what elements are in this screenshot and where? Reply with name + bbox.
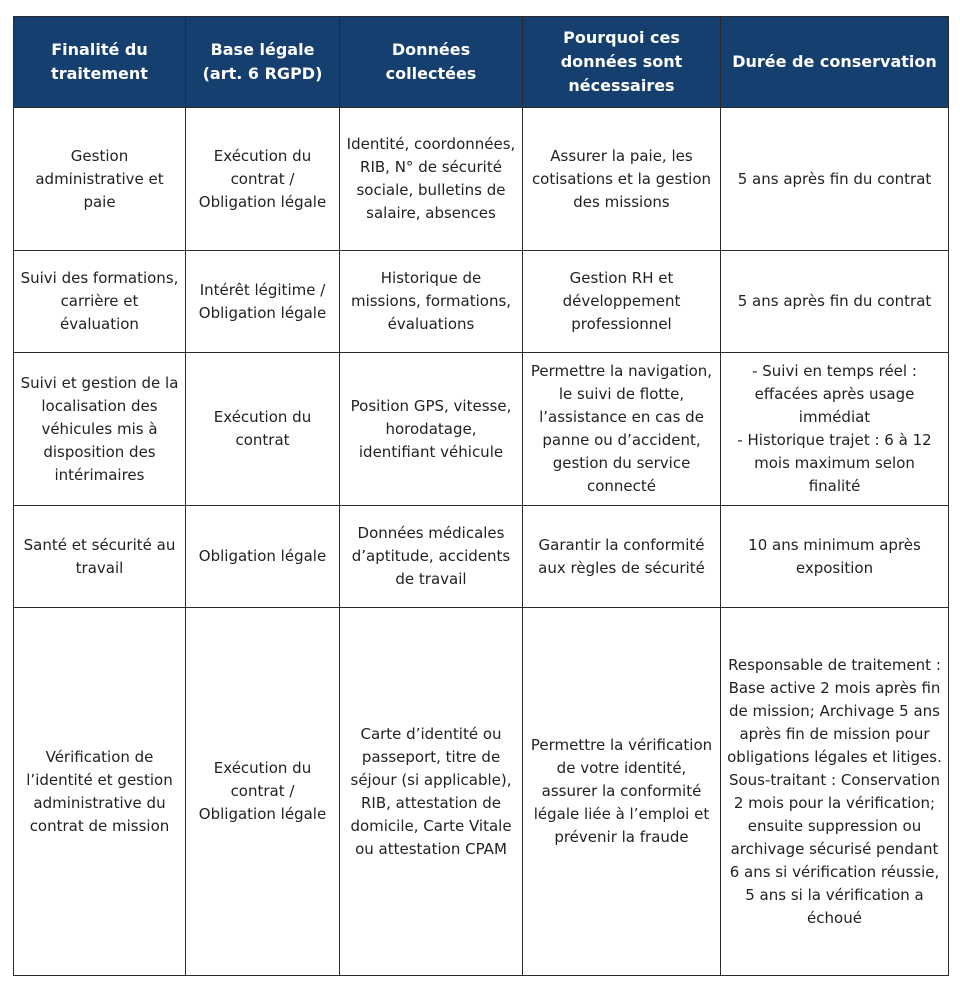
- cell-pourquoi: Permettre la vérification de votre identité, assurer la conformité légale liée à l’emploi et prévenir la fraude: [523, 608, 721, 976]
- cell-donnees: Position GPS, vitesse, horodatage, identifiant véhicule: [340, 353, 523, 506]
- table-row: [14, 251, 949, 353]
- cell-duree: [721, 506, 949, 608]
- cell-duree: [721, 251, 949, 353]
- cell-base-legale: Exécution du contrat / Obligation légale: [186, 108, 340, 251]
- cell-pourquoi: Garantir la conformité aux règles de sécurité: [523, 506, 721, 608]
- duree-line: - Historique trajet : 6 à 12 mois maximum selon finalité: [737, 431, 932, 495]
- cell-pourquoi: Permettre la navigation, le suivi de flotte, l’assistance en cas de panne ou d’accident, gestion du service connecté: [523, 353, 721, 506]
- cell-donnees: Identité, coordonnées, RIB, N° de sécurité sociale, bulletins de salaire, absences: [340, 108, 523, 251]
- duree-line: 10 ans minimum après exposition: [748, 535, 921, 577]
- duree-line: Sous-traitant : Conservation 2 mois pour la vérification; ensuite suppression ou archivage sécurisé pendant 6 ans si vérification réussie, 5 ans si la vérification a échoué: [728, 770, 941, 927]
- cell-pourquoi: Gestion RH et développement professionnel: [523, 251, 721, 353]
- duree-line: 5 ans après fin du contrat: [737, 169, 932, 188]
- duree-line: 5 ans après fin du contrat: [737, 292, 932, 310]
- cell-base-legale: Intérêt légitime / Obligation légale: [186, 251, 340, 353]
- cell-finalite: Gestion administrative et paie: [14, 108, 186, 251]
- table-row: [14, 506, 949, 608]
- table-row: [14, 353, 949, 506]
- header-base-legale: Base légale (art. 6 RGPD): [186, 17, 340, 108]
- duree-line: - Suivi en temps réel : effacées après usage immédiat: [752, 362, 917, 426]
- cell-finalite: Suivi et gestion de la localisation des véhicules mis à disposition des intérimaires: [14, 353, 186, 506]
- header-duree: Durée de conservation: [721, 17, 949, 108]
- table-row: [14, 608, 949, 976]
- cell-pourquoi: Assurer la paie, les cotisations et la gestion des missions: [523, 108, 721, 251]
- duree-line: Responsable de traitement : Base active 2 mois après fin de mission; Archivage 5 ans après fin de mission pour obligations légales et litiges.: [727, 655, 942, 766]
- cell-donnees: Carte d’identité ou passeport, titre de séjour (si applicable), RIB, attestation de domicile, Carte Vitale ou attestation CPAM: [340, 608, 523, 976]
- header-pourquoi: Pourquoi ces données sont nécessaires: [523, 17, 721, 108]
- gdpr-processing-table-container: [13, 16, 948, 976]
- cell-finalite: Vérification de l’identité et gestion administrative du contrat de mission: [14, 608, 186, 976]
- cell-duree: [721, 108, 949, 251]
- cell-base-legale: Obligation légale: [186, 506, 340, 608]
- cell-duree: [721, 353, 949, 506]
- table-header-row: [14, 17, 949, 108]
- cell-donnees: Données médicales d’aptitude, accidents de travail: [340, 506, 523, 608]
- cell-duree: [721, 608, 949, 976]
- header-donnees: Données collectées: [340, 17, 523, 108]
- cell-base-legale: Exécution du contrat / Obligation légale: [186, 608, 340, 976]
- header-finalite: Finalité du traitement: [14, 17, 186, 108]
- gdpr-processing-table: [13, 16, 949, 976]
- cell-base-legale: Exécution du contrat: [186, 353, 340, 506]
- cell-donnees: Historique de missions, formations, évaluations: [340, 251, 523, 353]
- cell-finalite: Suivi des formations, carrière et évaluation: [14, 251, 186, 353]
- cell-finalite: Santé et sécurité au travail: [14, 506, 186, 608]
- table-row: [14, 108, 949, 251]
